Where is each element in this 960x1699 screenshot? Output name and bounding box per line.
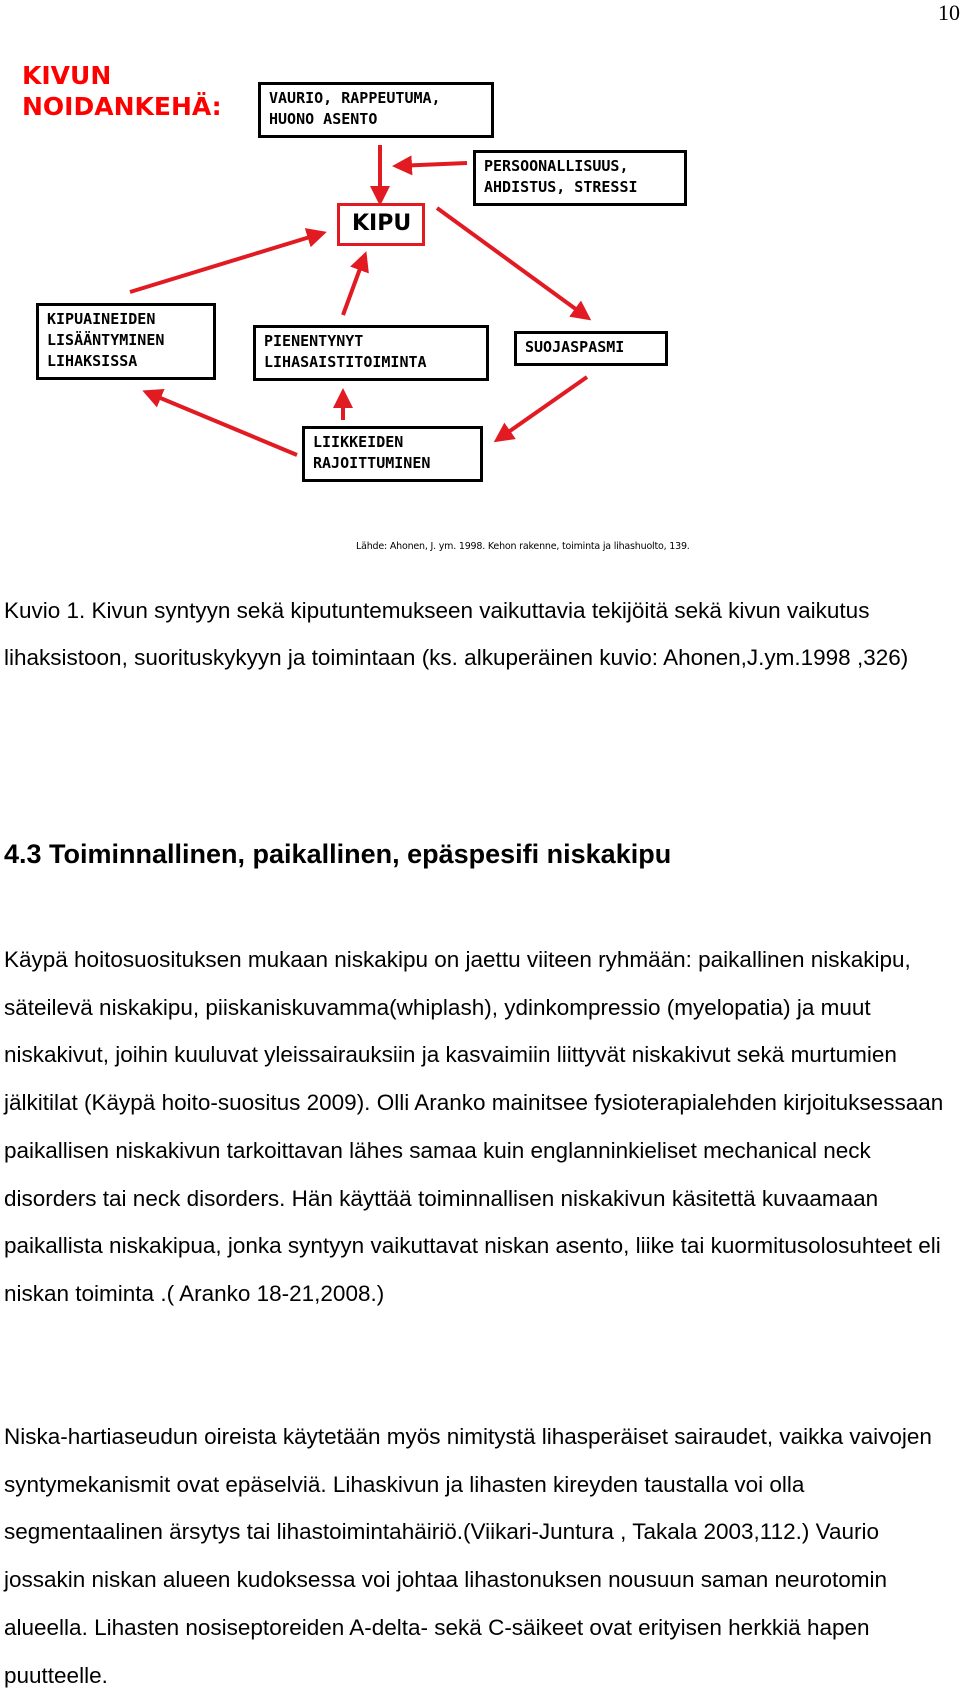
arrow-mobility-to-substances (146, 392, 297, 455)
box-mobility: LIIKKEIDEN RAJOITTUMINEN (302, 426, 483, 482)
arrow-personality-to-pain (396, 163, 467, 166)
arrow-pain-to-spasm (437, 208, 588, 318)
paragraph-2: Niska-hartiaseudun oireista käytetään myös nimitystä lihasperäiset sairaudet, vaikka vaivojen syntymekanismit ovat epäselviä. Lihaskivun ja lihasten kireyden taustalla voi olla segmentaalinen ärsytys tai lihastoimintahäiriö.(Viikari-Juntura , Takala 2003,112.) Vaurio jossakin niskan alueen kudoksessa voi johtaa lihastonuksen nousuun saman neurotomin alueella. Lihasten nosiseptoreiden A-delta- sekä C-säikeet ovat erityisen herkkiä hapen puutteelle. (4, 1424, 932, 1688)
box-proprioception: PIENENTYNYT LIHASAISTITOIMINTA (253, 325, 489, 381)
arrow-spasm-to-mobility (497, 377, 587, 440)
diagram-source: Lähde: Ahonen, J. ym. 1998. Kehon rakenne, toiminta ja lihashuolto, 139. (356, 541, 690, 552)
box-spasm: SUOJASPASMI (514, 331, 668, 366)
box-pain: KIPU (337, 203, 425, 246)
diagram-title: KIVUN NOIDANKEHÄ: (22, 61, 222, 121)
paragraph-1: Käypä hoitosuosituksen mukaan niskakipu on jaettu viiteen ryhmään: paikallinen niskakipu, säteilevä niskakipu, piiskaniskuvamma(whiplash), ydinkompressio (myelopatia) ja muut niskakivut, joihin kuuluvat yleissairauksiin ja kasvaimiin liittyvät niskakivut sekä murtumien jälkitilat (Käypä hoito-suositus 2009). Olli Aranko mainitsee fysioterapialehden kirjoituksessaan paikallisen niskakivun tarkoittavan lähes samaa kuin englanninkieliset mechanical neck disorders tai neck disorders. Hän käyttää toiminnallisen niskakivun käsitettä kuvaamaan paikallista niskakipua, jonka syntyyn vaikuttavat niskan asento, liike tai kuormitusolosuhteet eli niskan toiminta .( Aranko 18-21,2008.) (4, 947, 944, 1306)
section-heading: 4.3 Toiminnallinen, paikallinen, epäspesifi niskakipu (4, 839, 672, 869)
arrow-proprioception-to-pain (343, 255, 365, 315)
box-damage: VAURIO, RAPPEUTUMA, HUONO ASENTO (258, 82, 494, 138)
box-substances: KIPUAINEIDEN LISÄÄNTYMINEN LIHAKSISSA (36, 303, 216, 380)
figure-caption: Kuvio 1. Kivun syntyyn sekä kiputuntemukseen vaikuttavia tekijöitä sekä kivun vaikutus lihaksistoon, suorituskykyyn ja toimintaan (ks. alkuperäinen kuvio: Ahonen,J.ym.1998 ,326) (4, 598, 909, 670)
arrow-substances-to-pain (130, 233, 323, 292)
box-personality: PERSOONALLISUUS, AHDISTUS, STRESSI (473, 150, 687, 206)
page-number: 10 (938, 0, 960, 25)
